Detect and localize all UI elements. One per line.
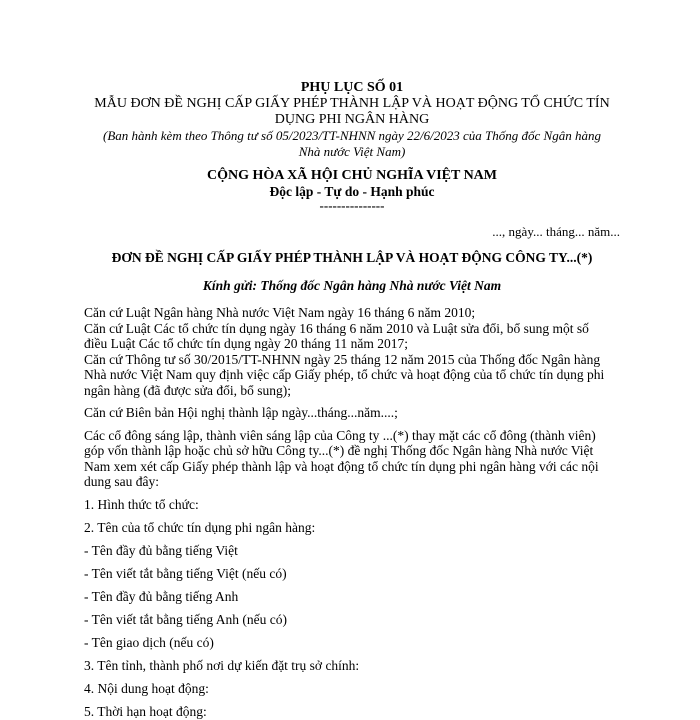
- item-institution-name: 2. Tên của tổ chức tín dụng phi ngân hàng:: [84, 520, 316, 535]
- basis-circular-line-2: Nhà nước Việt Nam quy định việc cấp Giấy phép, tổ chức và hoạt động của tổ chức tín dụng phi: [84, 367, 605, 382]
- basis-ci-law-line-1: Căn cứ Luật Các tổ chức tín dụng ngày 16 tháng 6 năm 2010 và Luật sửa đổi, bổ sung một số: [84, 320, 589, 336]
- basis-circular-line-3: ngân hàng (đã được sửa đổi, bổ sung);: [84, 382, 291, 398]
- request-line-3: Nam xem xét cấp Giấy phép thành lập và hoạt động tổ chức tín dụng phi ngân hàng với các nội: [84, 458, 599, 474]
- document-page: [84, 80, 620, 720]
- issuance-note-line-1: (Ban hành kèm theo Thông tư số 05/2023/TT-NHNN ngày 22/6/2023 của Thống đốc Ngân hàng: [103, 128, 601, 143]
- basis-minutes: Căn cứ Biên bản Hội nghị thành lập ngày...tháng...năm....;: [84, 405, 398, 420]
- item-activities: 4. Nội dung hoạt động:: [84, 681, 209, 696]
- item-full-name-vietnamese: - Tên đầy đủ bằng tiếng Việt: [84, 543, 238, 558]
- basis-ci-law-line-2: điều Luật Các tổ chức tín dụng ngày 20 tháng 11 năm 2017;: [84, 336, 408, 351]
- item-trade-name: - Tên giao dịch (nếu có): [84, 635, 214, 650]
- appendix-heading: PHỤ LỤC SỐ 01: [300, 80, 404, 95]
- item-short-name-vietnamese: - Tên viết tắt bằng tiếng Việt (nếu có): [84, 566, 287, 581]
- basis-sbv-law: Căn cứ Luật Ngân hàng Nhà nước Việt Nam ngày 16 tháng 6 năm 2010;: [84, 305, 476, 320]
- form-title-line-2: DỤNG PHI NGÂN HÀNG: [274, 112, 430, 127]
- motto-separator: ---------------: [319, 198, 385, 213]
- national-name: CỘNG HÒA XÃ HỘI CHỦ NGHĨA VIỆT NAM: [206, 168, 497, 183]
- form-title-line-1: MẪU ĐƠN ĐỀ NGHỊ CẤP GIẤY PHÉP THÀNH LẬP VÀ HOẠT ĐỘNG TỔ CHỨC TÍN: [94, 96, 610, 111]
- item-organization-form: 1. Hình thức tổ chức:: [84, 497, 199, 512]
- request-line-2: góp vốn thành lập hoặc chủ sở hữu Công ty...(*) đề nghị Thống đốc Ngân hàng Nhà nước Việt: [84, 443, 594, 458]
- request-line-4: dung sau đây:: [84, 474, 159, 489]
- date-line: ..., ngày... tháng... năm...: [492, 224, 620, 239]
- item-head-office-location: 3. Tên tỉnh, thành phố nơi dự kiến đặt trụ sở chính:: [84, 658, 360, 673]
- basis-circular-line-1: Căn cứ Thông tư số 30/2015/TT-NHNN ngày 25 tháng 12 năm 2015 của Thống đốc Ngân hàng: [84, 351, 601, 367]
- item-full-name-english: - Tên đầy đủ bằng tiếng Anh: [84, 589, 239, 604]
- legal-basis-block: [84, 305, 620, 398]
- application-title: ĐƠN ĐỀ NGHỊ CẤP GIẤY PHÉP THÀNH LẬP VÀ HOẠT ĐỘNG CÔNG TY...(*): [111, 250, 593, 265]
- issuance-note-line-2: Nhà nước Việt Nam): [298, 143, 406, 159]
- national-motto: Độc lập - Tự do - Hạnh phúc: [269, 184, 435, 199]
- item-short-name-english: - Tên viết tắt bằng tiếng Anh (nếu có): [84, 612, 287, 627]
- recipient-line: Kính gửi: Thống đốc Ngân hàng Nhà nước Việt Nam: [202, 278, 502, 293]
- item-duration: 5. Thời hạn hoạt động:: [84, 704, 207, 719]
- request-block: [84, 428, 620, 490]
- request-line-1: Các cổ đông sáng lập, thành viên sáng lập của Công ty ...(*) thay mặt các cổ đông (thành viên): [84, 427, 596, 443]
